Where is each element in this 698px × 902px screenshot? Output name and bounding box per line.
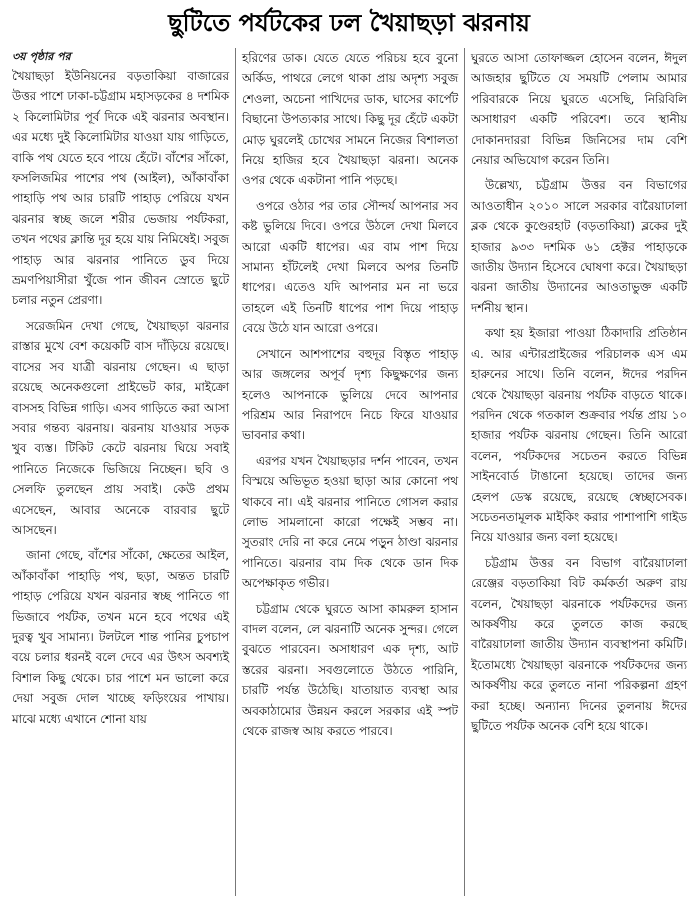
paragraph: উল্লেখ্য, চট্টগ্রাম উত্তর বন বিভাগের আওতাধীন ২০১০ সালে সরকার বারৈয়াঢালা ব্লক থেকে কুণ্ডেরহাট (বড়তাকিয়া) ব্লকের দুই হাজার ৯৩৩ দশমিক ৬১ হেক্টর পাহাড়কে জাতীয় উদ্যান হিসেবে ঘোষণা করে। খৈয়াছড়া ঝরনা জাতীয় উদ্যানের আওতাভুক্ত একটি দর্শনীয় স্থান।	[471, 178, 687, 315]
continued-from-label: ৩য় পৃষ্ঠার পর	[12, 50, 71, 63]
article-body	[6, 48, 694, 896]
column-3	[464, 48, 693, 896]
paragraph: চট্টগ্রাম থেকে ঘুরতে আসা কামরুল হাসান বাদল বলেন, লে ঝরনাটি অনেক সুন্দর। গেলে বুঝতে পারবেন। অসাধারণ এক দৃশ্য, আট স্তরের ঝরনা। সবগুলোতে উঠতে পারিনি, চারটি পর্যন্ত উঠেছি। যাতায়াত ব্যবস্থা আর অবকাঠামোর উন্নয়ন করলে সরকার এই স্পট থেকে রাজস্ব আয় করতে পারবে।	[242, 601, 458, 738]
paragraph: সেখানে আশপাশের বহুদূর বিস্তৃত পাহাড় আর জঙ্গলের অপূর্ব দৃশ্য কিছুক্ষণের জন্য হলেও আপনাকে ভুলিয়ে দেবে আপনার পরিশ্রম আর নিরাপদে নিচে ফিরে যাওয়ার ভাবনার কথা।	[242, 346, 458, 443]
paragraph: এরপর যখন খৈয়াছড়ার দর্শন পাবেন, তখন বিস্ময়ে অভিভূত হওয়া ছাড়া আর কোনো পথ থাকবে না। এই ঝরনার পানিতে গোসল করার লোভ সামলানো কারো পক্ষেই সম্ভব না। সুতরাং দেরি না করে নেমে পড়ুন ঠাণ্ডা ঝরনার পানিতে। ঝরনার বাম দিক থেকে ডান দিক অপেক্ষাকৃত গভীর।	[242, 453, 458, 591]
paragraph: জানা গেছে, বাঁশের সাঁকো, ক্ষেতের আইল, আঁকাবাঁকা পাহাড়ি পথ, ছড়া, অন্তত চারটি পাহাড় পেরিয়ে যখন ঝরনার স্বচ্ছ পানিতে গা ভিজাবে পর্যটক, তখন মনে হবে পথের এই দুরত্ব খুব সামান্য। টলটলে শান্ত পানির চুপচাপ বয়ে চলার ধরনই বলে দেবে এর উৎস অবশ্যই বিশাল কিছু থেকে। চার পাশে মন ভালো করে দেয়া সবুজ দোল খাচ্ছে ফড়িংয়ের পাখায়। মাঝে মধ্যে এখানে শোনা যায়	[12, 548, 229, 726]
paragraph: ঘুরতে আসা তোফাজ্জল হোসেন বলেন, ঈদুল আজহার ছুটিতে যে সময়টি পেলাম আমার পরিবারকে নিয়ে ঘুরতে এসেছি, নিরিবিলি অসাধারণ একটি পরিবেশ। তবে স্থানীয় দোকানদাররা বিভিন্ন জিনিসের দাম বেশি নেয়ার অভিযোগ করেন তিনি।	[471, 51, 687, 168]
paragraph: খৈয়াছড়া ইউনিয়নের বড়তাকিয়া বাজারের উত্তর পাশে ঢাকা-চট্টগ্রাম মহাসড়কের ৪ দশমিক ২ কিলোমিটার পূর্ব দিকে এই ঝরনার অবস্থান। এর মধ্যে দুই কিলোমিটার যাওয়া যায় গাড়িতে, বাকি পথ যেতে হবে পায়ে হেঁটে। বাঁশের সাঁকো, ফসলিজমির পাশের পথ (আইল), আঁকাবাঁকা পাহাড়ি পথ আর চারটি পাহাড় পেরিয়ে যখন ঝরনার স্বচ্ছ জলে শরীর ভেজায় পর্যটকরা, তখন পথের ক্লান্তি দূর হয়ে যায় নিমিষেই। সবুজ পাহাড় আর ঝরনার পানিতে ডুব দিয়ে ভ্রমণপিয়াসীরা খুঁজে পান জীবন স্রোতে ছুটে চলার নতুন প্রেরণা।	[12, 69, 229, 308]
paragraph: হরিণের ডাক। যেতে যেতে পরিচয় হবে বুনো অর্কিড, পাথরে লেগে থাকা প্রায় অদৃশ্য সবুজ শেওলা, অচেনা পাখিদের ডাক, ঘাসের কার্পেট বিছানো উপত্যকার সাথে। কিছু দূর হেঁটে একটা মোড় ঘুরলেই চোখের সামনে নিজের বিশালতা নিয়ে হাজির হবে খৈয়াছড়া ঝরনা। অনেক ওপর থেকে একটানা পানি পড়ছে।	[242, 51, 458, 188]
column-2	[235, 48, 464, 896]
paragraph: সরেজমিন দেখা গেছে, খৈয়াছড়া ঝরনার রাস্তার মুখে বেশ কয়েকটি বাস দাঁড়িয়ে রয়েছে। বাসের সব যাত্রী ঝরনায় গেছেন। এ ছাড়া রয়েছে অনেকগুলো প্রাইভেট কার, মাইক্রো বাসসহ বিভিন্ন গাড়ি। এসব গাড়িতে করা আসা সবার গন্তব্য ঝরনায়। ঝরনায় যাওয়ার সড়ক খুব ব্যস্ত। টিকিট কেটে ঝরনায় ঘিয়ে সবাই পানিতে নিজেকে ভিজিয়ে নিচ্ছেন। ছবি ও সেলফি তুলছেন প্রায় সবাই। কেউ প্রথম এসেছেন, আবার অনেকে বারবার ছুটে আসছেন।	[12, 318, 229, 537]
article-headline: ছুটিতে পর্যটকের ঢল খৈয়াছড়া ঝরনায়	[168, 9, 530, 37]
paragraph: চট্টগ্রাম উত্তর বন বিভাগ বারৈয়াঢালা রেঞ্জের বড়তাকিয়া বিট কর্মকর্তা অরুণ রায় বলেন, খৈয়াছড়া ঝরনাকে পর্যটকদের জন্য আকর্ষণীয় করে তুলতে কাজ করছে বারৈয়াঢালা জাতীয় উদ্যান ব্যবস্থাপনা কমিটি। ইতোমধ্যে খৈয়াছড়া ঝরনাকে পর্যটকদের জন্য আকর্ষণীয় করে তুলতে নানা পরিকল্পনা গ্রহণ করা হচ্ছে। অন্যান্য দিনের তুলনায় ঈদের ছুটিতে পর্যটক অনেক বেশি হয়ে থাকে।	[471, 555, 687, 733]
paragraph: কথা হয় ইজারা পাওয়া ঠিকাদারি প্রতিষ্ঠান এ. আর এন্টারপ্রাইজের পরিচালক এস এম হারুনের সাথে। তিনি বলেন, ঈদের পরদিন থেকে খৈয়াছড়া ঝরনায় পর্যটক বাড়তে থাকে। পরদিন থেকে গতকাল শুক্রবার পর্যন্ত প্রায় ১০ হাজার পর্যটক ঝরনায় গেছেন। তিনি আরো বলেন, পর্যটকদের সচেতন করতে বিভিন্ন সাইনবোর্ড টাঙানো হয়েছে। তাদের জন্য হেলপ ডেস্ক রয়েছে, রয়েছে স্বেচ্ছাসেবক। সচেতনতামূলক মাইকিং করার পাশাপাশি গাইড নিয়ে যাওয়ার জন্য বলা হয়েছে।	[471, 326, 687, 545]
paragraph: ওপরে ওঠার পর তার সৌন্দর্য আপনার সব কষ্ট ভুলিয়ে দিবে। ওপরে উঠলে দেখা মিলবে আরো একটি ধাপের। এর বাম পাশ দিয়ে সামান্য হাঁটলেই দেখা মিলবে অপর তিনটি ধাপের। এতেও যদি আপনার মন না ভরে তাহলে এই তিনটি ধাপের পাশ দিয়ে পাহাড় বেয়ে উঠে যান আরো ওপরে।	[242, 198, 458, 336]
column-1	[6, 48, 235, 896]
